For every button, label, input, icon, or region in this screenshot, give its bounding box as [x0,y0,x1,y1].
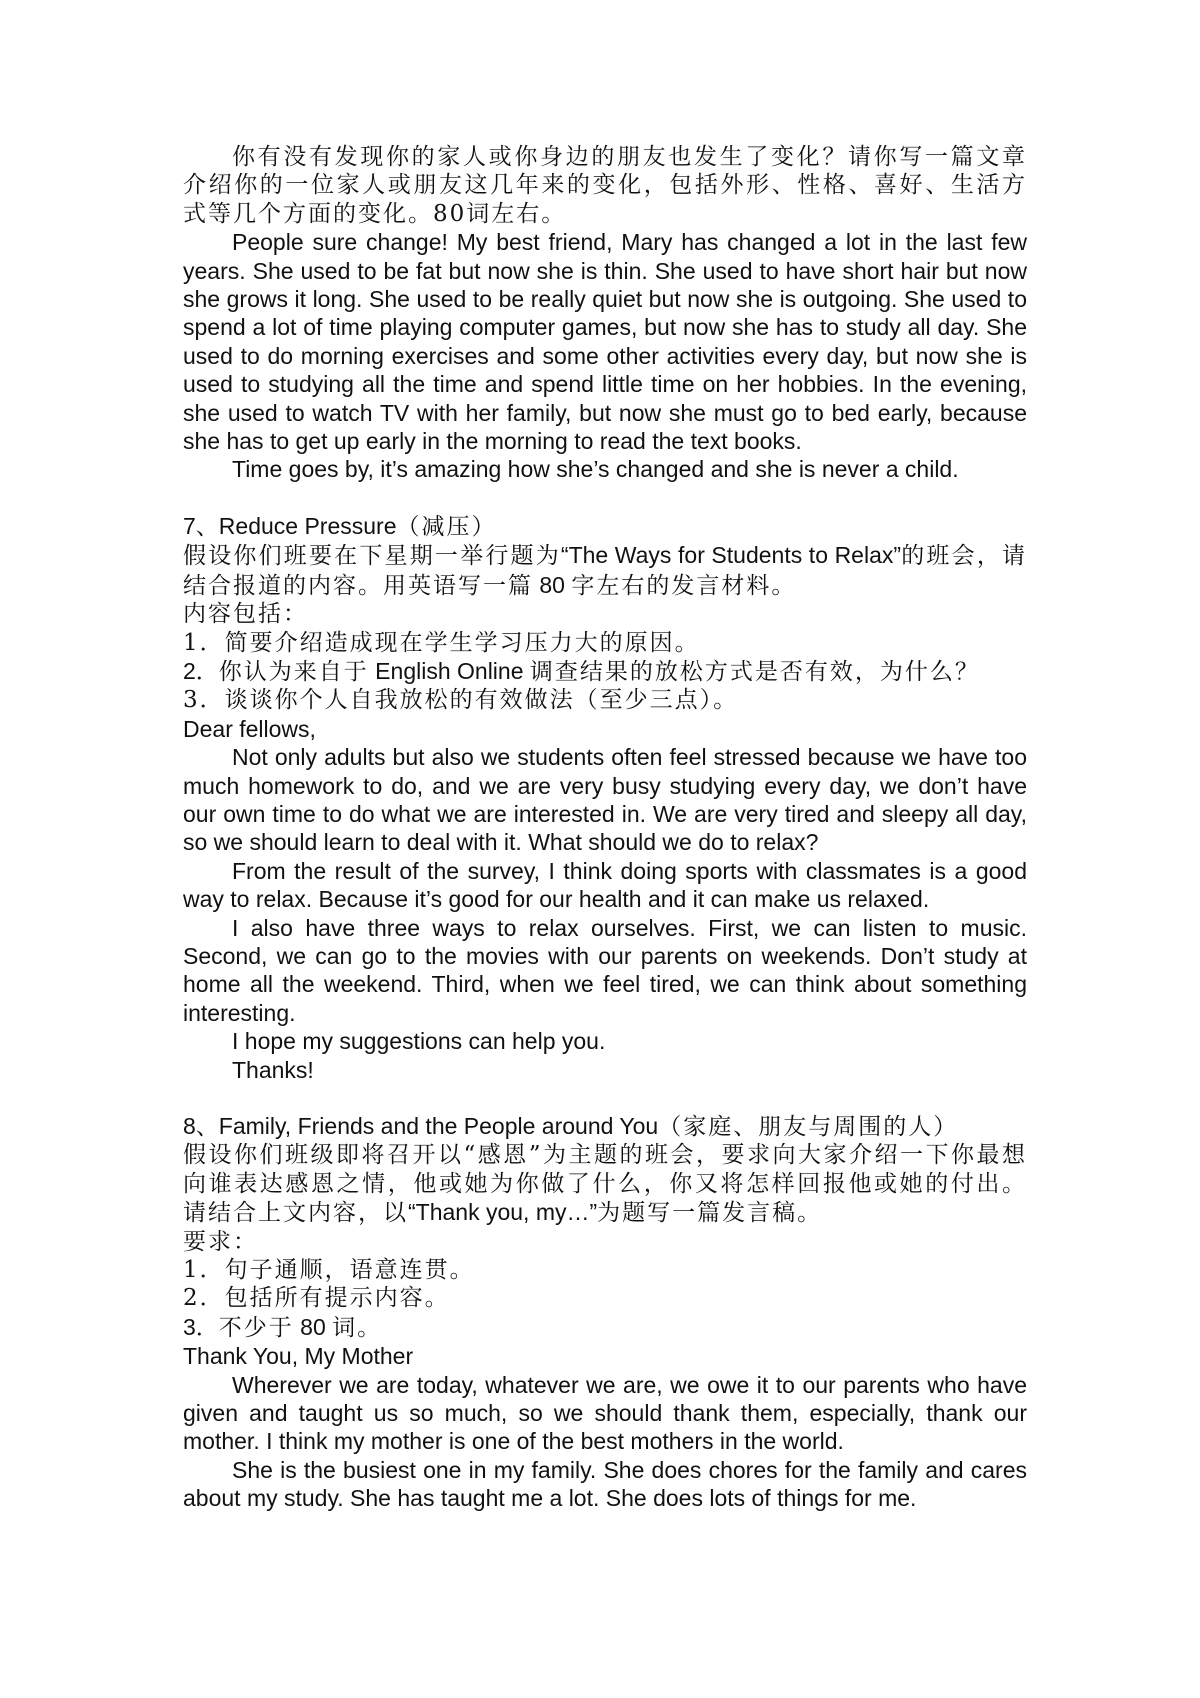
section7-heading [183,512,1027,541]
item-text: 简要介绍造成现在学生学习压力大的原因。 [224,629,700,656]
section8-prompt-a: 假设你们班级即将召开以“感恩”为主题的班会，要求向大家介绍一下你最想向谁表达感恩之情，他或她为你做了什么，你又将怎样回报他或她的付出。请结合上文内容，以 [183,1142,1027,1227]
section8-paragraph: She is the busiest one in my family. She does chores for the family and cares about my study. She has taught me a lot. She does lots of things for me. [183,1456,1027,1512]
section7-salutation: Dear fellows, [183,715,316,742]
section7-heading-zh: （减压） [396,513,497,540]
section8-requirements-label: 要求： [183,1228,258,1255]
section7-paragraph: From the result of the survey, I think doing sports with classmates is a good way to relax. Because it’s good for our health and it can make us relaxed. [183,857,1027,913]
section7-paragraph: Thanks! [232,1056,314,1083]
section7-paragraph: I also have three ways to relax ourselves. First, we can listen to music. Second, we can go to the movies with our parents on weekends. Don’t study at home all the weekend. Third, when we feel tired, we can think about something interesting. [183,914,1027,1026]
item-text-en: 80 [293,1313,333,1340]
section8-essay-title: Thank You, My Mother [183,1343,414,1370]
item-text-b: 词。 [332,1314,383,1341]
section7-content-label: 内容包括： [183,601,308,628]
section7-prompt-c: 字左右的发言材料。 [571,572,797,599]
section7-item-2 [183,657,1027,686]
section8-prompt-b: 为题写一篇发言稿。 [597,1200,823,1227]
section7-heading-en: 7、Reduce Pressure [183,512,397,539]
section7-prompt-num: 80 [533,571,572,598]
section6-essay-closing: Time goes by, it’s amazing how she’s changed and she is never a child. [232,456,959,483]
item-number: 2． [183,1285,225,1312]
item-text-a: 不少于 [218,1314,294,1341]
section7-item-1 [183,629,1027,657]
item-text: 包括所有提示内容。 [224,1285,450,1312]
section8-item-1 [183,1256,1027,1284]
section7-prompt [183,541,1027,600]
section7-paragraph: I hope my suggestions can help you. [232,1028,606,1055]
item-text-a: 你认为来自于 [218,658,369,685]
section7-prompt-b: 的班会，请结合报道的内容。用英语写一篇 [183,543,1028,599]
item-number: 3． [183,1313,219,1340]
item-text-b: 调查结果的放松方式是否有效，为什么？ [529,658,980,685]
section8-heading-en: 8、Family, Friends and the People around You [183,1113,659,1139]
item-number: 3． [183,687,225,714]
section8-heading-zh: （家庭、朋友与周围的人） [658,1114,959,1140]
section7-paragraph: Not only adults but also we students often feel stressed because we have too much homework to do, and we are very busy studying every day, we don’t have our own time to do what we are interested in. We are very tired and sleepy all day, so we should learn to deal with it. What should we do to relax? [183,744,1027,856]
document-page [183,143,1027,1513]
item-number: 1． [183,1257,225,1284]
section-gap [183,1084,1027,1112]
section8-item-3 [183,1313,1027,1342]
section8-paragraph: Wherever we are today, whatever we are, we owe it to our parents who have given and taught us so much, so we should thank them, especially, thank our mother. I think my mother is one of the best mothers in the world. [183,1371,1027,1455]
section7-prompt-a: 假设你们班要在下星期一举行题为 [183,543,561,570]
item-text-en: English Online [368,657,530,684]
section7-prompt-title: “The Ways for Students to Relax” [560,542,902,569]
item-number: 2． [183,657,219,684]
section7-item-3 [183,686,1027,714]
section8-prompt [183,1141,1027,1227]
section8-heading [183,1112,1027,1141]
item-text: 句子通顺，语意连贯。 [224,1257,475,1284]
section6-prompt: 你有没有发现你的家人或你身边的朋友也发生了变化？请你写一篇文章介绍你的一位家人或朋友这几年来的变化，包括外形、性格、喜好、生活方式等几个方面的变化。80词左右。 [183,144,1027,227]
section8-prompt-title: “Thank you, my…” [408,1199,598,1226]
item-number: 1． [183,629,225,656]
section-gap [183,484,1027,512]
item-text: 谈谈你个人自我放松的有效做法（至少三点）。 [224,687,739,714]
section8-item-2 [183,1284,1027,1312]
section6-essay-paragraph: People sure change! My best friend, Mary has changed a lot in the last few years. She used to be fat but now she is thin. She used to have short hair but now she grows it long. She used to be really quiet but now she is outgoing. She used to spend a lot of time playing computer games, but now she has to study all day. She used to do morning exercises and some other activities every day, but now she is used to studying all the time and spend little time on her hobbies. In the evening, she used to watch TV with her family, but now she must go to bed early, because she has to get up early in the morning to read the text books. [183,229,1027,455]
